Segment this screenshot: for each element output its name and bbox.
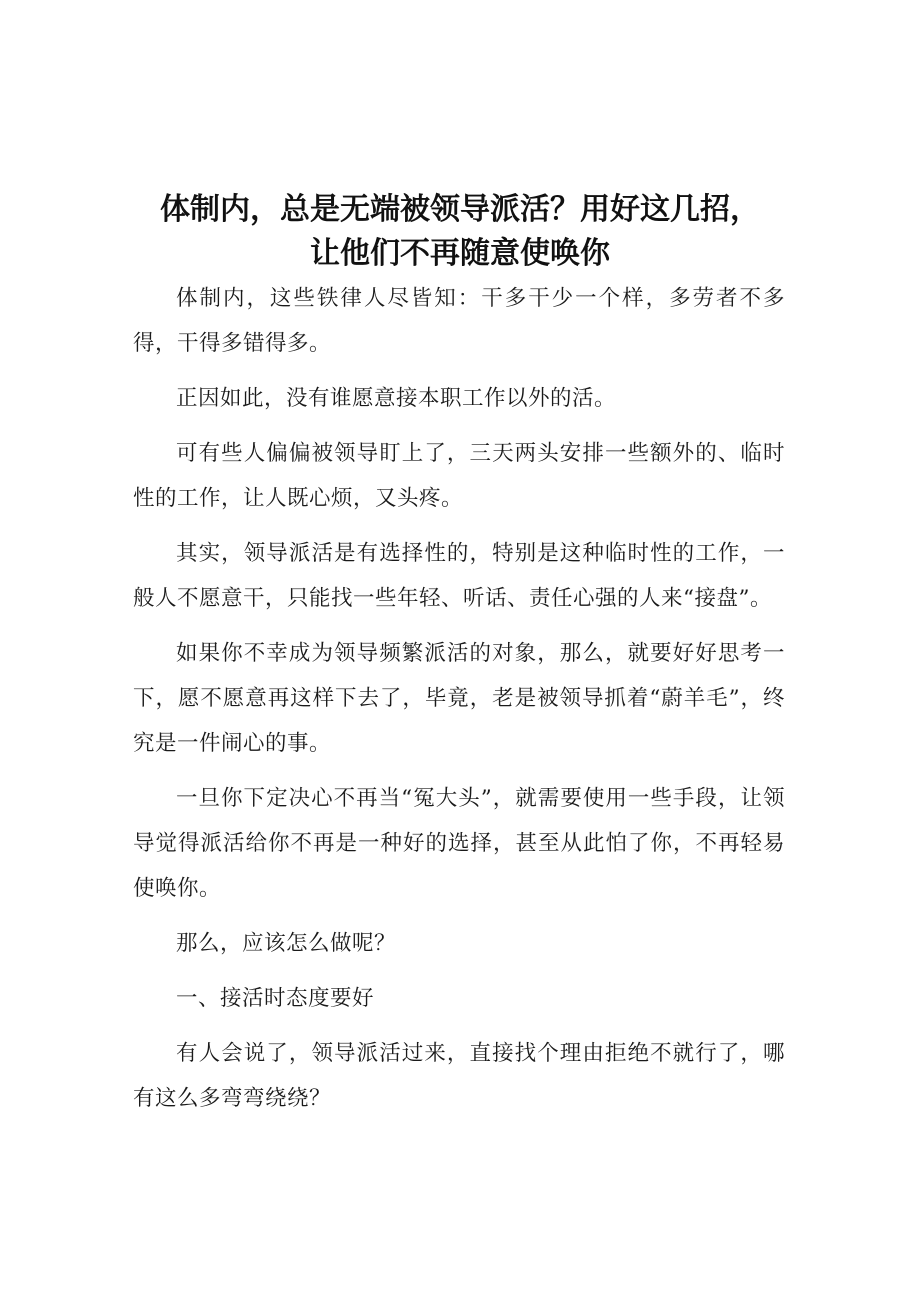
paragraph: 正因如此，没有谁愿意接本职工作以外的活。 [176, 386, 617, 411]
paragraph: 可有些人偏偏被领导盯上了，三天两头安排一些额外的、临时性的工作，让人既心烦，又头疼。 [133, 441, 785, 511]
paragraph: 一旦你下定决心不再当“冤大头”，就需要使用一些手段，让领导觉得派活给你不再是一种好的选择，甚至从此怕了你，不再轻易使唤你。 [133, 786, 785, 901]
section-heading: 一、接活时态度要好 [176, 986, 375, 1011]
title-line-2: 让他们不再随意使唤你 [310, 236, 610, 271]
article-title [0, 188, 920, 276]
paragraph: 有人会说了，领导派活过来，直接找个理由拒绝不就行了，哪有这么多弯弯绕绕？ [133, 1041, 785, 1111]
article-body [133, 276, 785, 1131]
paragraph: 如果你不幸成为领导频繁派活的对象，那么，就要好好思考一下，愿不愿意再这样下去了，毕竟，老是被领导抓着“蔚羊毛”，终究是一件闹心的事。 [133, 641, 785, 756]
title-line-1: 体制内，总是无端被领导派活？用好这几招， [160, 192, 760, 227]
paragraph: 体制内，这些铁律人尽皆知：干多干少一个样，多劳者不多得，干得多错得多。 [133, 286, 785, 356]
paragraph: 其实，领导派活是有选择性的，特别是这种临时性的工作，一般人不愿意干，只能找一些年轻、听话、责任心强的人来“接盘”。 [133, 541, 785, 611]
paragraph: 那么，应该怎么做呢？ [176, 931, 397, 956]
